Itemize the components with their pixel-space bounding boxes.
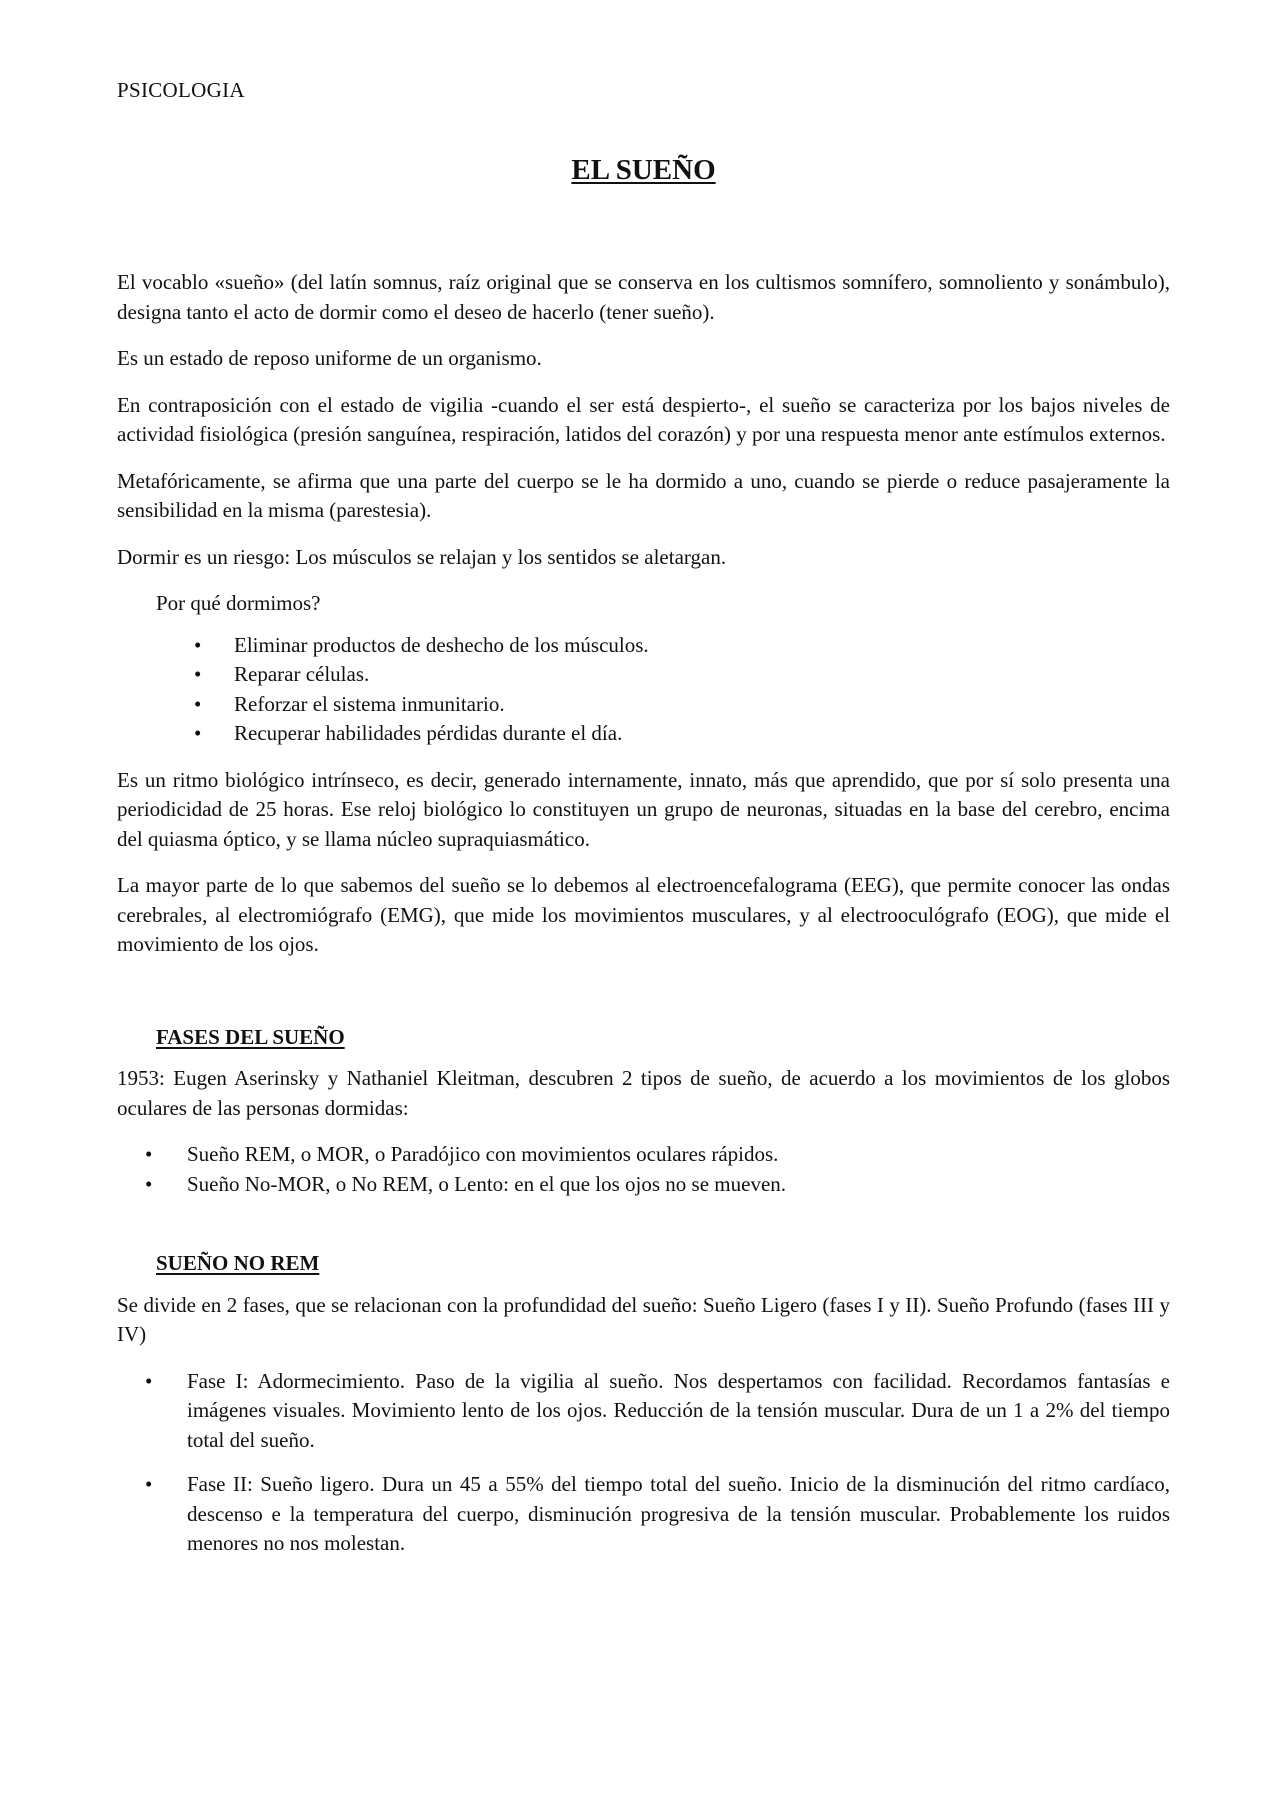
- bullet-icon: •: [145, 1171, 153, 1196]
- page-title: EL SUEÑO: [571, 154, 716, 186]
- bullet-icon: •: [194, 662, 202, 686]
- bullet-icon: •: [145, 1142, 153, 1166]
- norem-paragraph: Se divide en 2 fases, que se relacionan con la profundidad del sueño: Sueño Ligero (fases I y II). Sueño Profundo (fases III y IV): [117, 1292, 1170, 1346]
- fases-paragraph: 1953: Eugen Aserinsky y Nathaniel Kleitman, descubren 2 tipos de sueño, de acuerdo a los movimientos de los globos oculares de las personas dormidas:: [117, 1066, 1170, 1120]
- list-item: • Fase I: Adormecimiento. Paso de la vigilia al sueño. Nos despertamos con facilidad. Recordamos fantasías e imágenes visuales. Movimiento lento de los ojos. Reducción de la tensión muscular. Dura de un 1 a 2% del tiempo total del sueño.: [145, 1368, 1170, 1452]
- intro-paragraph-1: El vocablo «sueño» (del latín somnus, raíz original que se conserva en los cultismos somnífero, somnoliento y sonámbulo), designa tanto el acto de dormir como el deseo de hacerlo (tener sueño).: [117, 270, 1170, 324]
- bullet-icon: •: [194, 632, 202, 657]
- intro-paragraph-5: Dormir es un riesgo: Los músculos se relajan y los sentidos se aletargan.: [117, 544, 727, 569]
- intro-paragraph-2: Es un estado de reposo uniforme de un organismo.: [117, 346, 542, 370]
- list-item: • Fase II: Sueño ligero. Dura un 45 a 55% del tiempo total del sueño. Inicio de la disminución del ritmo cardíaco, descenso e la temperatura del cuerpo, disminución progresiva de la tensión muscular. Probablemente los ruidos menores no nos molestan.: [145, 1472, 1170, 1555]
- list-item: • Sueño No-MOR, o No REM, o Lento: en el que los ojos no se mueven.: [117, 1170, 1170, 1200]
- list-item: • Eliminar productos de deshecho de los músculos.: [117, 631, 1170, 661]
- bullet-icon: •: [194, 721, 202, 745]
- document-body: [117, 268, 1170, 1576]
- fases-list: [117, 1140, 1170, 1199]
- rhythm-paragraph-2: La mayor parte de lo que sabemos del sueño se lo debemos al electroencefalograma (EEG), que permite conocer las ondas cerebrales, al electromiógrafo (EMG), que mide los movimientos musculares, y al electrooculógrafo (EOG), que mide el movimiento de los ojos.: [117, 873, 1170, 956]
- list-item: • Sueño REM, o MOR, o Paradójico con movimientos oculares rápidos.: [117, 1140, 1170, 1170]
- bullet-icon: •: [145, 1368, 153, 1393]
- rhythm-paragraph-1: Es un ritmo biológico intrínseco, es decir, generado internamente, innato, más que aprendido, que por sí solo presenta una periodicidad de 25 horas. Ese reloj biológico lo constituyen un grupo de neuronas, situadas en la base del cerebro, encima del quiasma óptico, y se llama núcleo supraquiasmático.: [117, 767, 1170, 851]
- norem-list: [117, 1367, 1170, 1559]
- list-item: • Reparar células.: [117, 660, 1170, 690]
- header-label: PSICOLOGIA: [117, 78, 245, 102]
- bullet-icon: •: [145, 1472, 153, 1496]
- fases-heading: FASES DEL SUEÑO: [156, 1024, 345, 1049]
- intro-paragraph-3: En contraposición con el estado de vigilia -cuando el ser está despierto-, el sueño se caracteriza por los bajos niveles de actividad fisiológica (presión sanguínea, respiración, latidos del corazón) y por una respuesta menor ante estímulos externos.: [117, 392, 1170, 446]
- why-question: Por qué dormimos?: [156, 591, 321, 615]
- bullet-icon: •: [194, 691, 202, 716]
- intro-paragraph-4: Metafóricamente, se afirma que una parte del cuerpo se le ha dormido a uno, cuando se pierde o reduce pasajeramente la sensibilidad en la misma (parestesia).: [117, 468, 1170, 522]
- list-item: • Reforzar el sistema inmunitario.: [117, 690, 1170, 720]
- norem-heading: SUEÑO NO REM: [156, 1251, 320, 1275]
- list-item: • Recuperar habilidades pérdidas durante el día.: [117, 719, 1170, 749]
- why-list: [117, 631, 1170, 749]
